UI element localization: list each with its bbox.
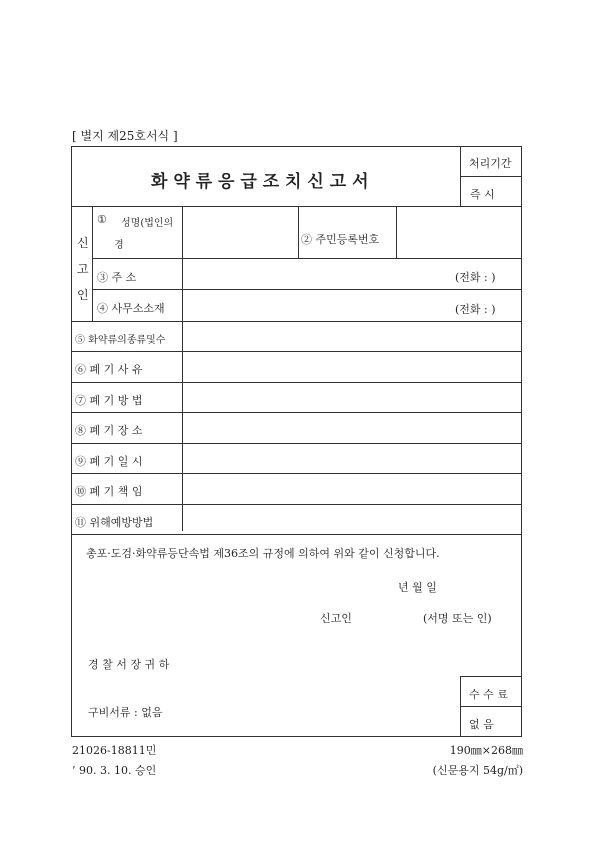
addressee: 경 찰 서 장 귀 하 xyxy=(88,658,170,671)
divider xyxy=(396,206,397,258)
name-label: 성명(법인의 xyxy=(121,218,174,229)
processing-period-label: 처리기간 xyxy=(469,157,512,170)
divider xyxy=(71,382,522,383)
approval-date: ’ 90. 3. 10. 승인 xyxy=(72,764,157,777)
table-border-right xyxy=(521,146,522,736)
row-label-disposal-datetime: ⑨ 폐 기 일 시 xyxy=(75,455,143,468)
row-label-disposal-method: ⑦ 폐 기 방 법 xyxy=(75,394,143,407)
attachments-note: 구비서류 : 없음 xyxy=(88,706,163,719)
date-line: 년 월 일 xyxy=(398,581,437,594)
fee-value: 없 음 xyxy=(469,718,494,731)
divider xyxy=(92,258,521,259)
row-label-disposal-responsible: ⑩ 폐 기 책 임 xyxy=(75,485,143,498)
divider xyxy=(71,534,522,535)
divider xyxy=(298,206,299,258)
divider xyxy=(460,706,521,707)
applicant-group-label-2: 고 xyxy=(77,262,89,276)
address-label: ③ 주 소 xyxy=(97,271,137,284)
name-label-number: ① xyxy=(97,213,107,226)
office-label: ④ 사무소소재 xyxy=(97,302,165,315)
divider xyxy=(71,321,522,322)
resident-number-label: ② 주민등록번호 xyxy=(301,233,380,246)
signer-label: 신고인 xyxy=(320,612,352,625)
divider xyxy=(71,206,522,207)
signature-note: (서명 또는 인) xyxy=(423,612,492,625)
declaration-text: 총포·도검·화약류등단속법 제36조의 규정에 의하여 위와 같이 신청합니다. xyxy=(86,547,440,560)
divider xyxy=(71,443,522,444)
divider xyxy=(71,351,522,352)
divider xyxy=(460,176,521,177)
address-phone: (전화 : ) xyxy=(455,271,496,284)
processing-period-value: 즉 시 xyxy=(470,188,495,201)
document-title: 화 약 류 응 급 조 치 신 고 서 xyxy=(151,172,369,192)
divider xyxy=(92,206,93,321)
form-code: 21026-18811민 xyxy=(72,744,157,757)
table-border-top xyxy=(71,146,522,147)
divider xyxy=(460,676,521,677)
table-border-left xyxy=(71,146,72,736)
row-label-disposal-reason: ⑥ 폐 기 사 유 xyxy=(75,363,143,376)
table-border-bottom xyxy=(71,736,522,737)
row-label-hazard-prevention: ⑪ 위해예방방법 xyxy=(75,516,154,529)
divider xyxy=(182,206,183,531)
row-label-explosive-type: ⑤ 화약류의종류및수 xyxy=(75,335,166,346)
applicant-group-label-1: 신 xyxy=(77,236,89,250)
divider xyxy=(71,412,522,413)
form-number-tag: [ 별지 제25호서식 ] xyxy=(72,129,178,143)
divider xyxy=(71,504,522,505)
paper-size: 190㎜×268㎜ xyxy=(449,744,523,757)
fee-label: 수 수 료 xyxy=(469,688,508,701)
divider xyxy=(92,289,521,290)
office-phone: (전화 : ) xyxy=(455,303,496,316)
paper-type: (신문용지 54g/㎡) xyxy=(432,764,523,777)
divider xyxy=(71,473,522,474)
row-label-disposal-place: ⑧ 폐 기 장 소 xyxy=(75,424,143,437)
name-label-cont: 경 xyxy=(114,240,124,251)
applicant-group-label-3: 인 xyxy=(77,288,89,302)
